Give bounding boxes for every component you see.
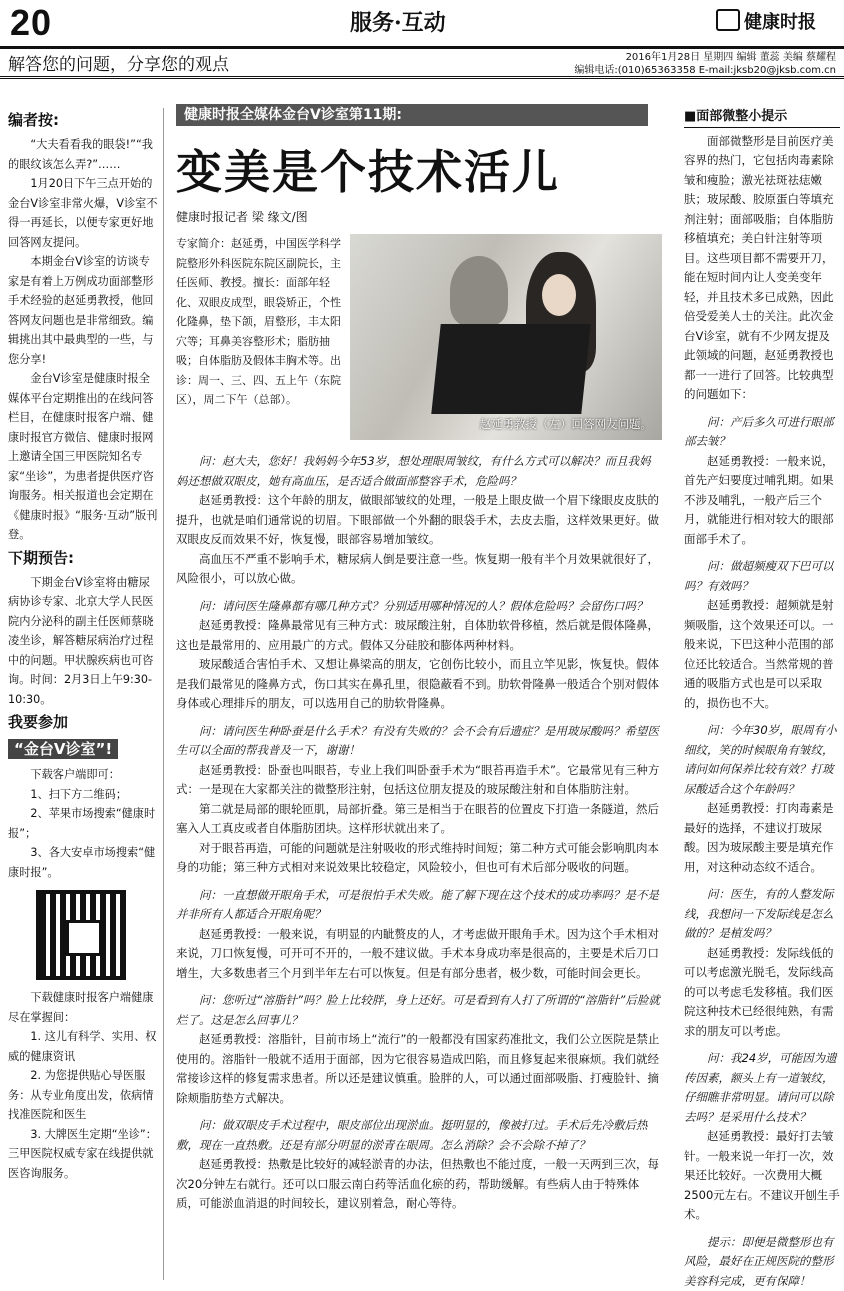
join-para: 3、各大安卓市场搜索“健康时报”。 (8, 843, 158, 882)
article-banner: 健康时报全媒体金台V诊室第11期: (176, 104, 648, 126)
answer-para: 赵延勇教授：一般来说，首先产妇要度过哺乳期。如果不涉及哺乳，一般产后三个月，就能进行相对较大的眼部面部手术了。 (684, 452, 840, 550)
doctor-figure (450, 256, 508, 326)
answer-para: 赵延勇教授：最好打去皱针。一般来说一年打一次，效果还比较好。一次费用大概2500元左右。不建议开刨生手术。 (684, 1127, 840, 1225)
qr-code-icon[interactable] (36, 890, 126, 980)
article-body (176, 452, 662, 1214)
answer-para: 第二就是局部的眼轮匝肌，局部折叠。第三是相当于在眼苔的位置皮下打造一条隧道，然后塞入人工真皮或者自体脂肪团块。这样形状就出来了。 (176, 800, 662, 839)
question-para: 问：一直想做开眼角手术，可是很怕手术失败。能了解下现在这个技术的成功率吗？是不是并非所有人都适合开眼角呢？ (176, 886, 662, 925)
reporter-face (542, 274, 576, 316)
slogan: 解答您的问题，分享您的观点 (8, 50, 229, 75)
preview-para: 下期金台V诊室将由糖尿病协诊专家、北京大学人民医院内分泌科的副主任医师蔡晓凌坐诊，解答糖尿病治疗过程中的问题。甲状腺疾病也可咨询。时间：2月3日上午9:30-10:30。 (8, 573, 158, 710)
brand-logo-icon (716, 9, 740, 31)
download-para: 1. 这儿有科学、实用、权威的健康资讯 (8, 1027, 158, 1066)
question-para: 问：产后多久可进行眼部部去皱？ (684, 413, 840, 452)
question-para: 问：今年30岁，眼周有小细纹，笑的时候眼角有皱纹，请问如何保养比较有效？打玻尿酸适合这个年龄吗？ (684, 721, 840, 799)
join-tag: “金台V诊室”! (8, 739, 118, 759)
article-byline: 健康时报记者 梁 缘文/图 (176, 208, 308, 225)
answer-para: 赵延勇教授：热敷是比较好的减轻淤青的办法，但热敷也不能过度，一般一天两到三次，每次20分钟左右就行。还可以口服云南白药等活血化瘀的药，帮助缓解。有些病人由于特殊体质，可能淤血消退的时间较长，建议别着急，耐心等待。 (176, 1155, 662, 1214)
answer-para: 赵延勇教授：隆鼻最常见有三种方式：玻尿酸注射，自体肋软骨移植，然后就是假体隆鼻，这也是最常用的、应用最广的方式。假体又分硅胶和膨体两种材料。 (176, 616, 662, 655)
join-para: 2、苹果市场搜索“健康时报”； (8, 804, 158, 843)
answer-para: 对于眼苔再造，可能的问题就是注射吸收的形式维持时间短；第二种方式可能会影响肌肉本身的功能；第三种方式相对来说效果比较稳定，风险较小，但也可有术后部分吸收的问题。 (176, 839, 662, 878)
left-sidebar (8, 107, 158, 1183)
answer-para: 玻尿酸适合害怕手术、又想让鼻梁高的朋友，它创伤比较小，而且立竿见影，恢复快。假体是我们最常见的隆鼻方式，伤口其实在鼻孔里，很隐蔽看不到。肋软骨隆鼻一般适合个别对假体身体或心理排斥的朋友，可以选用自己的肋软骨隆鼻。 (176, 655, 662, 714)
expert-intro: 专家简介：赵延勇，中国医学科学院整形外科医院东院区副院长，主任医师、教授。擅长：面部年轻化、双眼皮成型，眼袋矫正，个性化隆鼻，垫下颌，眉整形，丰太阳穴等；耳鼻美容整形术；脂肪抽吸；自体脂肪及假体丰胸术等。出诊：周一、三、四、五上午（东院区），周二下午（总部）。 (176, 234, 346, 410)
answer-para: 高血压不严重不影响手术，糖尿病人倒是要注意一些。恢复期一般有半个月效果就很好了，风险很小，可以放心做。 (176, 550, 662, 589)
answer-para: 赵延勇教授：超频就是射频吸脂，这个效果还可以。一般来说，下巴这种小范围的部位还比较适合。当然常规的普通的吸脂方式也是可以采取的，损伤也不大。 (684, 596, 840, 713)
section-title: 服务·互动 (350, 6, 446, 37)
question-para: 问：您听过“溶脂针”吗？脸上比较胖，身上还好。可是看到有人打了所谓的“溶脂针”后脸就烂了。这是怎么回事儿？ (176, 991, 662, 1030)
photo-caption: 赵延勇教授（左）回答网友问题。 (480, 416, 653, 432)
download-para: 下载健康时报客户端健康尽在掌握间： (8, 988, 158, 1027)
editor-note-heading: 编者按: (8, 109, 158, 131)
question-para: 问：赵大夫，您好！我妈妈今年53岁，想处理眼周皱纹，有什么方式可以解决？而且我妈妈还想做双眼皮，她有高血压，是否适合做面部整容手术，危险吗？ (176, 452, 662, 491)
laptop-figure (431, 324, 590, 414)
question-para: 问：做超频瘦双下巴可以吗？有效吗？ (684, 557, 840, 596)
preview-heading: 下期预告: (8, 547, 158, 569)
editor-note-para: 1月20日下午三点开始的金台V诊室非常火爆，V诊室不得一再延长，以便专家更好地回答网友提问。 (8, 174, 158, 252)
article-photo (350, 234, 662, 440)
answer-para: 赵延勇教授：一般来说，有明显的内眦赘皮的人，才考虑做开眼角手术。因为这个手术相对来说，刀口恢复慢，可开可不开的，一般不建议做。手术本身成功率是很高的，主要是术后刀口增生，大多数患者三个月到半年左右可以恢复。但是有部分患者，极少数，可能时间会更长。 (176, 925, 662, 984)
answer-para: 赵延勇教授：发际线低的可以考虑激光脱毛，发际线高的可以考虑毛发移植。我们医院这种技术已经很纯熟，有需求的朋友可以考虑。 (684, 944, 840, 1042)
page-number: 20 (10, 2, 52, 44)
header-rule (0, 76, 844, 77)
answer-para: 赵延勇教授：卧蚕也叫眼苔，专业上我们叫卧蚕手术为“眼苔再造手术”。它最常见有三种方式：一是现在大家都关注的微整形注射，包括这位朋友提及的玻尿酸注射和自体脂肪注射。 (176, 761, 662, 800)
download-para: 3. 大牌医生定期“坐诊”：三甲医院权威专家在线提供就医咨询服务。 (8, 1125, 158, 1184)
question-para: 问：做双眼皮手术过程中，眼皮部位出现淤血。挺明显的，像被打过。手术后先冷敷后热敷，现在一直热敷。还是有部分明显的淤青在眼周。怎么消除？会不会除不掉了？ (176, 1116, 662, 1155)
date-editor-line: 2016年1月28日 星期四 编辑 董蕊 美编 蔡耀程 (626, 48, 836, 63)
answer-para: 面部微整形是目前医疗美容界的热门，它包括肉毒素除皱和瘦脸；激光祛斑祛痣嫩肤；玻尿酸、胶原蛋白等填充剂注射；面部吸脂；自体脂肪移植填充；美白针注射等项目。这些项目都不需要开刀，能在短时间内让人变美变年轻，并且技术多已成熟，因此倍受爱美人士的关注。此次金台V诊室，就有不少网友提及此领域的问题，赵延勇教授也都一一进行了回答。比较典型的问题如下： (684, 132, 840, 405)
right-sidebar (684, 107, 840, 1291)
question-para: 问：医生，有的人整发际线，我想问一下发际线是怎么做的？是植发吗？ (684, 885, 840, 944)
answer-para: 赵延勇教授：打肉毒素是最好的选择，不建议打玻尿酸。因为玻尿酸主要是填充作用，对这种动态纹不适合。 (684, 799, 840, 877)
join-para: 1、扫下方二维码； (8, 785, 158, 805)
question-para: 问：请问医生隆鼻都有哪几种方式？分别适用哪种情况的人？假体危险吗？会留伤口吗？ (176, 597, 662, 617)
join-heading: 我要参加 (8, 711, 158, 733)
contact-line: 编辑电话:(010)65363358 E-mail:jksb20@jksb.com.cn (574, 61, 836, 76)
question-para: 问：我24岁，可能因为遗传因素，额头上有一道皱纹，仔细瞧非常明显。请问可以除去吗？是采用什么技术？ (684, 1049, 840, 1127)
join-para: 下载客户端即可： (8, 765, 158, 785)
header-rule-2 (0, 78, 844, 79)
column-divider (163, 108, 164, 1280)
question-para: 问：请问医生种卧蚕是什么手术？有没有失败的？会不会有后遗症？是用玻尿酸吗？希望医生可以全面的帮我普及一下，谢谢！ (176, 722, 662, 761)
question-para: 提示：即便是微整形也有风险，最好在正规医院的整形美容科完成，更有保障！ (684, 1233, 840, 1291)
article-headline: 变美是个技术活儿 (176, 136, 560, 202)
editor-note-para: 本期金台V诊室的访谈专家是有着上万例成功面部整形手术经验的赵延勇教授，他回答网友问题也是非常细致。编辑挑出其中最典型的一些，与您分享! (8, 252, 158, 369)
brand-name: 健康时报 (744, 12, 816, 33)
editor-note-para: 金台V诊室是健康时报全媒体平台定期推出的在线问答栏目，在健康时报客户端、健康时报官方微信、健康时报网上邀请全国三甲医院知名专家“坐诊”，为患者提供医疗咨询服务。相关报道也会定期在《健康时报》“服务·互动”版刊登。 (8, 369, 158, 545)
answer-para: 赵延勇教授：溶脂针，目前市场上“流行”的一般都没有国家药准批文，我们公立医院是禁止使用的。溶脂针一般就不适用于面部，因为它很容易造成凹陷，而且修复起来很麻烦。我们就经常接诊这样的修复需求患者。所以还是建议慎重。脸胖的人，可以通过面部吸脂、打瘦脸针、摘除颊脂肪垫方式解决。 (176, 1030, 662, 1108)
tips-heading: ■面部微整小提示 (684, 107, 840, 128)
newspaper-brand (716, 8, 816, 34)
answer-para: 赵延勇教授：这个年龄的朋友，做眼部皱纹的处理，一般是上眼皮做一个眉下缘眼皮皮肤的提升，也就是咱们通常说的切眉。下眼部做一个外翻的眼袋手术，去皮去脂，这样效果更好。做双眼皮反而效果不好，恢复慢，眼部容易增加皱纹。 (176, 491, 662, 550)
editor-note-para: “大夫看看我的眼袋!”“我的眼纹该怎么弄?”…… (8, 135, 158, 174)
download-para: 2. 为您提供贴心导医服务：从专业角度出发，依病情找准医院和医生 (8, 1066, 158, 1125)
